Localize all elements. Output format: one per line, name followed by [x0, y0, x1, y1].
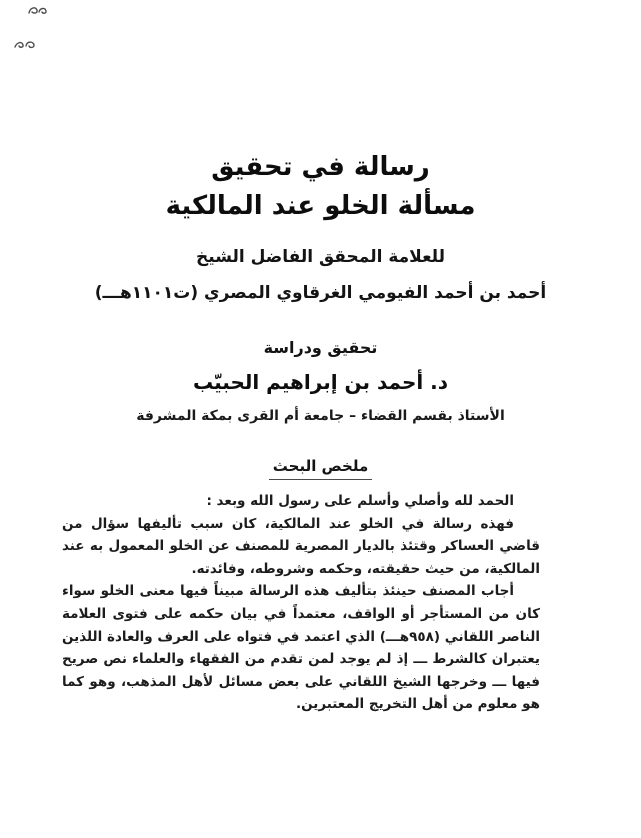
title-line-2: مسألة الخلو عند المالكية — [165, 191, 476, 221]
page-title — [0, 148, 641, 226]
title-line-1: رسالة في تحقيق — [211, 152, 430, 182]
pencil-mark-icon — [13, 37, 37, 52]
abstract-paragraph: فهذه رسالة في الخلو عند المالكية، كان سبب تأليفها سؤال من قاضي العساكر وقتئذ بالديار المصرية للمصنف عن الخلو المعمول به عند المالكية، من حيث حقيقته، وحكمه وشروطه، وفائدته. — [62, 515, 540, 577]
abstract-heading — [0, 457, 641, 480]
pencil-mark-icon — [27, 4, 49, 18]
author-honorific: للعلامة المحقق الفاضل الشيخ — [196, 247, 445, 267]
abstract-paragraph: الحمد لله وأصلي وأسلم على رسول الله وبعد : — [206, 493, 514, 509]
tahqiq-label: تحقيق ودراسة — [263, 338, 378, 357]
abstract-paragraphs — [62, 490, 540, 716]
editor-affiliation: الأستاذ بقسم القضاء – جامعة أم القرى بمكة المشرفة — [136, 408, 505, 424]
author-name: أحمد بن أحمد الفيومي الغرقاوي المصري (ت١١٠١هـــ) — [94, 283, 547, 303]
abstract-paragraph: أجاب المصنف حينئذ بتأليف هذه الرسالة مبيناً فيها معنى الخلو سواء كان من المستأجر أو الواقف، معتمداً في بيان حكمه على فتوى العلامة الناصر اللقاني (٩٥٨هـــ) الذي اعتمد في فتواه على العرف والعادة اللذين يعتبران كالشرط ـــ إذ لم يوجد لمن تقدم من الفقهاء والعلماء نص صريح فيها ـــ وخرجها الشيخ اللقاني على بعض مسائل لأهل المذهب، وهو كما هو معلوم من أهل التخريج المعتبرين. — [62, 583, 540, 713]
editor-name: د. أحمد بن إبراهيم الحبيّب — [192, 370, 449, 394]
abstract-heading-text: ملخص البحث — [269, 457, 373, 480]
